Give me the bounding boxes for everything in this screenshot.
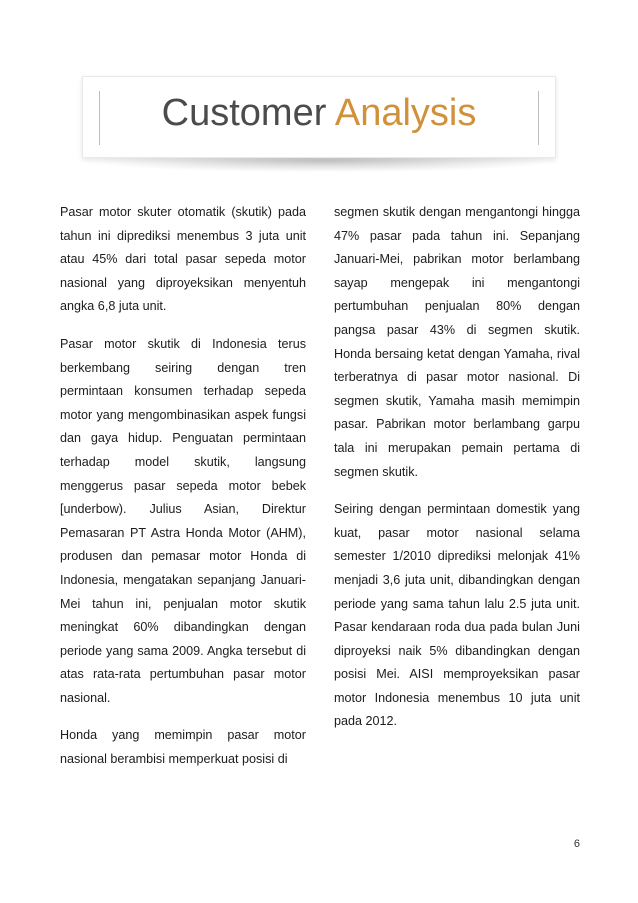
paragraph: Honda yang memimpin pasar motor nasional berambisi memperkuat posisi di [60, 728, 306, 767]
title-word-customer: Customer [161, 92, 327, 134]
paragraph: Pasar motor skutik di Indonesia terus berkembang seiring dengan tren permintaan konsumen terhadap sepeda motor yang mengombinasikan aspek fungsi dan gaya hidup. Penguatan permintaan terhadap model skutik, langsung menggerus pasar sepeda motor bebek [underbow). Julius Asian, Direktur Pemasaran PT Astra Honda Motor (AHM), produsen dan pemasar motor Honda di Indonesia, mengatakan sepanjang Januari-Mei tahun ini, penjualan motor skutik meningkat 60% dibandingkan dengan periode yang sama 2009. Angka tersebut di atas rata-rata pertumbuhan pasar motor nasional. [60, 336, 306, 705]
paragraph: segmen skutik dengan mengantongi hingga 47% pasar pada tahun ini. Sepanjang Januari-Mei, pabrikan motor berlambang sayap mengepak ini mengantongi pertumbuhan penjualan 80% dengan pangsa pasar 43% di segmen skutik. Honda bersaing ketat dengan Yamaha, rival terberatnya di pasar motor nasional. Di segmen skutik, Yamaha masih memimpin pasar. Pabrikan motor berlambang garpu tala ini merupakan pemain pertama di segmen skutik. [334, 205, 580, 479]
page-title [83, 91, 555, 135]
title-word-analysis: Analysis [334, 92, 477, 134]
right-column [334, 201, 580, 748]
left-column [60, 201, 306, 786]
page-number: 6 [573, 838, 580, 850]
paragraph: Pasar motor skuter otomatik (skutik) pada tahun ini diprediksi menembus 3 juta unit atau 45% dari total pasar sepeda motor nasional yang diproyeksikan menyentuh angka 6,8 juta unit. [60, 205, 306, 314]
paragraph: Seiring dengan permintaan domestik yang kuat, pasar motor nasional selama semester 1/2010 diprediksi melonjak 41% menjadi 3,6 juta unit, dibandingkan dengan periode yang sama tahun lalu 2.5 juta unit. Pasar kendaraan roda dua pada bulan Juni diproyeksi naik 5% dibandingkan dengan posisi Mei. AISI memproyeksikan pasar motor Indonesia menembus 10 juta unit pada 2012. [334, 502, 580, 729]
title-banner [82, 76, 556, 158]
